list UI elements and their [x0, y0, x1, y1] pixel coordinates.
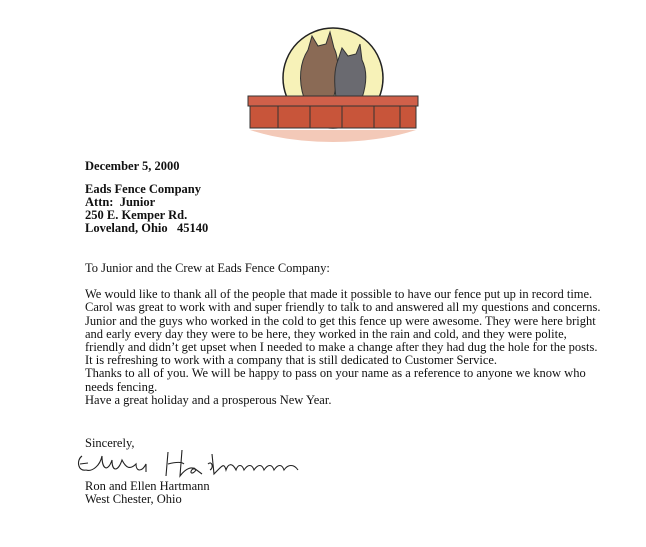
signer-location: West Chester, Ohio — [85, 492, 182, 506]
signer-name: Ron and Ellen Hartmann — [85, 479, 210, 493]
signer-block — [85, 480, 210, 506]
recipient-attn: Attn: Junior — [85, 195, 156, 209]
recipient-address — [85, 183, 208, 235]
letter-paragraph: Junior and the guys who worked in the cold to get this fence up were awesome. They were here bright and early every day they were to be here, they worked in the rain and cold, and they were polite, friendly and didn’t get upset when I needed to make a change after they had dug the hole for the posts. — [85, 313, 598, 355]
fence-top-rail — [248, 96, 418, 106]
letter-body — [85, 262, 605, 407]
fence-shadow — [250, 130, 416, 142]
letter-greeting: To Junior and the Crew at Eads Fence Company: — [85, 261, 330, 275]
letter-date: December 5, 2000 — [85, 159, 180, 173]
recipient-company: Eads Fence Company — [85, 182, 201, 196]
letter-closing: Sincerely, — [85, 436, 135, 450]
letter-paragraph: Thanks to all of you. We will be happy to pass on your name as a reference to anyone we know who needs fencing. — [85, 366, 586, 394]
recipient-street: 250 E. Kemper Rd. — [85, 208, 188, 222]
letter-paragraph: We would like to thank all of the people that made it possible to have our fence put up in record time. Carol was great to work with and super friendly to talk to and answered all my questions and concerns. — [85, 287, 601, 315]
fence-board — [250, 106, 416, 128]
recipient-city: Loveland, Ohio 45140 — [85, 221, 209, 235]
cats-on-fence-illustration — [238, 20, 428, 150]
letter-paragraph: Have a great holiday and a prosperous New Year. — [85, 392, 332, 407]
letter-paragraph: It is refreshing to work with a company that is still dedicated to Customer Service. — [85, 353, 498, 368]
